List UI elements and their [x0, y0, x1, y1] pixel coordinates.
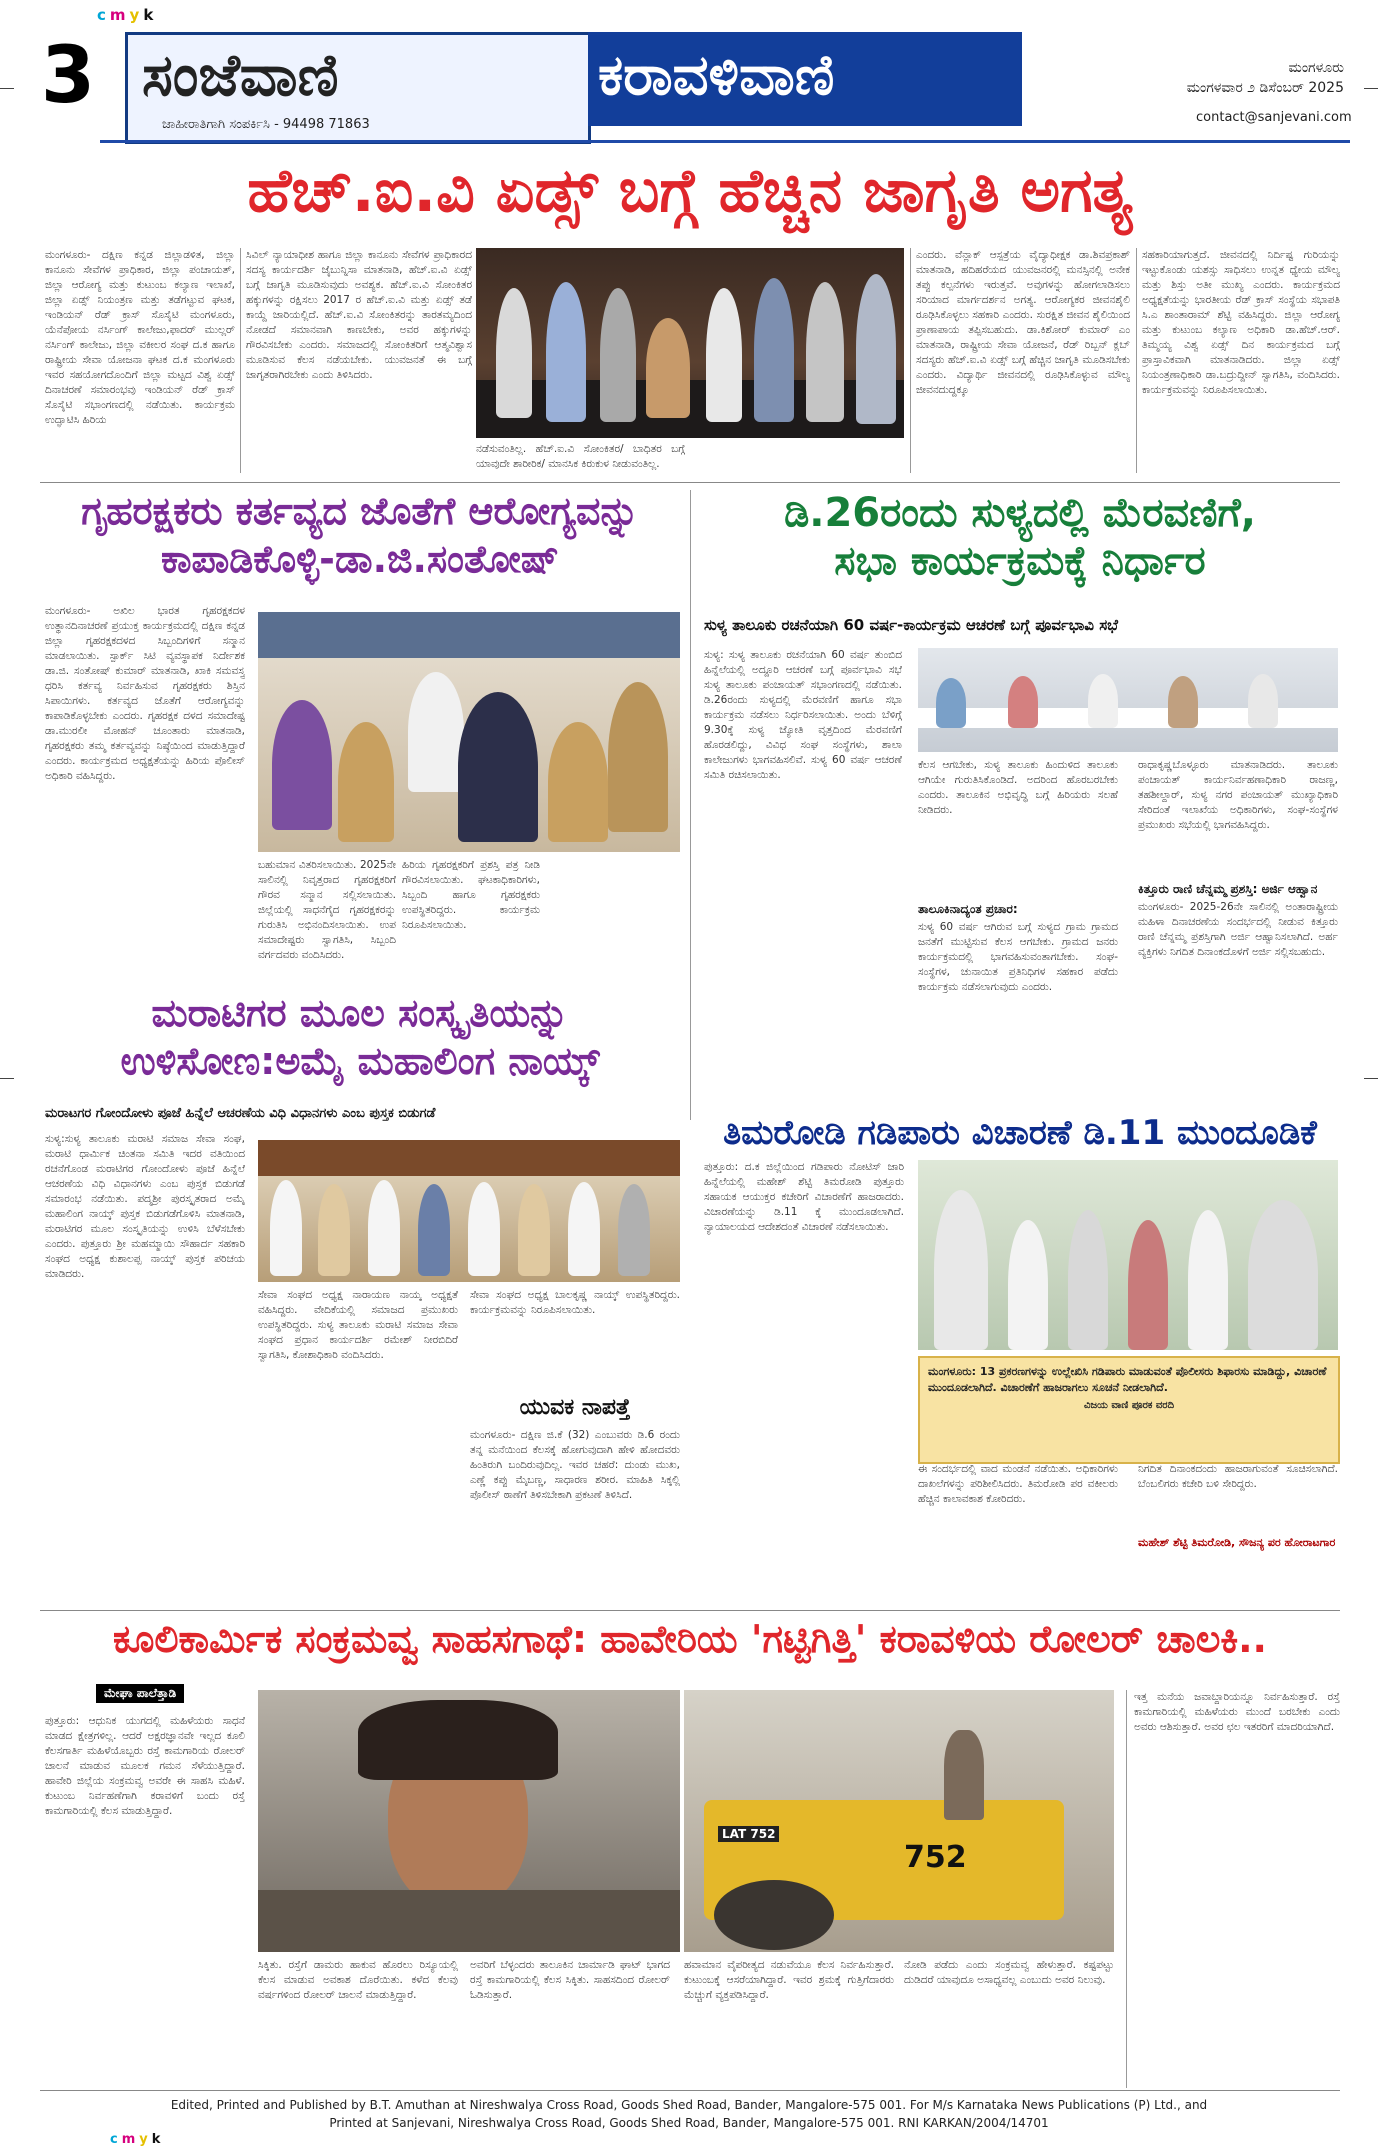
- story1-col2: ಸಿವಿಲ್ ನ್ಯಾಯಾಧೀಶ ಹಾಗೂ ಜಿಲ್ಲಾ ಕಾನೂನು ಸೇವೆಗಳ ಪ್ರಾಧಿಕಾರದ ಸದಸ್ಯ ಕಾರ್ಯದರ್ಶಿ ಜೈಬುನ್ನಿಸಾ ಮಾತನಾಡಿ, ಹೆಚ್.ಐ.ವಿ ಏಡ್ಸ್ ಬಗ್ಗೆ ಜಾಗೃತಿ ಮೂಡಿಸುವುದು ಅವಶ್ಯಕ. ಹೆಚ್.ಐ.ವಿ ಸೋಂಕಿತರ ಹಕ್ಕುಗಳನ್ನು ರಕ್ಷಿಸಲು 2017 ರ ಹೆಚ್.ಐ.ವಿ ಮತ್ತು ಏಡ್ಸ್ ತಡೆ ಕಾಯ್ದೆ ಜಾರಿಯಲ್ಲಿದೆ. ಹೆಚ್.ಐ.ವಿ ಸೋಂಕಿತರನ್ನು ತಾರತಮ್ಯದಿಂದ ನೋಡದೆ ಸಮಾನವಾಗಿ ಕಾಣಬೇಕು, ಅವರ ಹಕ್ಕುಗಳನ್ನು ಗೌರವಿಸಬೇಕು ಎಂದರು. ಸಮಾಜದಲ್ಲಿ ಸೋಂಕಿತರಿಗೆ ಆತ್ಮವಿಶ್ವಾಸ ಮೂಡಿಸುವ ಕೆಲಸ ನಡೆಯಬೇಕು. ಯುವಜನತೆ ಈ ಬಗ್ಗೆ ಜಾಗೃತರಾಗಿರಬೇಕು ಎಂದು ತಿಳಿಸಿದರು.: [246, 249, 472, 381]
- story6-col1: ಪುತ್ತೂರು: ದ.ಕ ಜಿಲ್ಲೆಯಿಂದ ಗಡಿಪಾರು ನೋಟಿಸ್ ಜಾರಿ ಹಿನ್ನೆಲೆಯಲ್ಲಿ ಮಹೇಶ್ ಶೆಟ್ಟಿ ತಿಮರೋಡಿ ಪುತ್ತೂರು ಸಹಾಯಕ ಆಯುಕ್ತರ ಕಚೇರಿಗೆ ವಿಚಾರಣೆಗೆ ಹಾಜರಾದರು. ವಿಚಾರಣೆಯನ್ನು ಡಿ.11 ಕ್ಕೆ ಮುಂದೂಡಲಾಗಿದೆ. ನ್ಯಾಯಾಲಯದ ಆದೇಶದಂತೆ ವಿಚಾರಣೆ ನಡೆಸಲಾಯಿತು.: [704, 1161, 904, 1233]
- section-rule: [40, 482, 1340, 483]
- story7-photo-portrait: [258, 1690, 680, 1952]
- photo-person: [618, 1184, 650, 1276]
- photo-foreground: [258, 1890, 680, 1952]
- photo-person: [608, 682, 668, 832]
- story7-col1: ಪುತ್ತೂರು: ಆಧುನಿಕ ಯುಗದಲ್ಲಿ ಮಹಿಳೆಯರು ಸಾಧನೆ ಮಾಡದ ಕ್ಷೇತ್ರಗಳಿಲ್ಲ. ಆದರೆ ಅಕ್ಷರಜ್ಞಾನವೇ ಇಲ್ಲದ ಕೂಲಿ ಕೆಲಸಗಾರ್ತಿ ಮಹಿಳೆಯೊಬ್ಬರು ರಸ್ತೆ ಕಾಮಗಾರಿಯ ರೋಲರ್ ಚಾಲನೆ ಮಾಡುವ ಮೂಲಕ ಗಮನ ಸೆಳೆಯುತ್ತಿದ್ದಾರೆ. ಹಾವೇರಿ ಜಿಲ್ಲೆಯ ಸಂಕ್ರಮವ್ವ ಅವರೇ ಈ ಸಾಹಸಿ ಮಹಿಳೆ. ಕುಟುಂಬ ನಿರ್ವಹಣೆಗಾಗಿ ಕರಾವಳಿಗೆ ಬಂದು ರಸ್ತೆ ಕಾಮಗಾರಿಯಲ್ಲಿ ಕೆಲಸ ಮಾಡುತ್ತಿದ್ದಾರೆ.: [45, 1715, 245, 1817]
- cmyk-k: k: [151, 2132, 163, 2147]
- photo-person: [418, 1184, 450, 1276]
- story6-photo: [918, 1160, 1338, 1350]
- logo-text: ಸಂಜೆವಾಣಿ: [142, 41, 339, 109]
- cmyk-c: c: [110, 2132, 120, 2147]
- masthead-logo-right: [598, 42, 834, 109]
- story1-col3: ಎಂದರು. ವೆನ್ಲಾಕ್ ಆಸ್ಪತ್ರೆಯ ವೈದ್ಯಾಧೀಕ್ಷಕ ಡಾ.ಶಿವಪ್ರಕಾಶ್ ಮಾತನಾಡಿ, ಹದಿಹರೆಯದ ಯುವಜನರಲ್ಲಿ ಮನಸ್ಸಿನಲ್ಲಿ ಅನೇಕ ತಪ್ಪು ಕಲ್ಪನೆಗಳು ಇರುತ್ತವೆ. ಅವುಗಳನ್ನು ಹೋಗಲಾಡಿಸಲು ಸರಿಯಾದ ಮಾರ್ಗದರ್ಶನ ಅಗತ್ಯ. ಆರೋಗ್ಯಕರ ಜೀವನಶೈಲಿ ರೂಢಿಸಿಕೊಳ್ಳಲು ಸಹಕಾರಿ ಎಂದರು. ಸುರಕ್ಷಿತ ಜೀವನ ಶೈಲಿಯಿಂದ ಪ್ರಾಣಾಪಾಯ ತಪ್ಪಿಸಬಹುದು. ಡಾ.ಕಿಶೋರ್ ಕುಮಾರ್ ಎಂ ಮಾತನಾಡಿ, ರಾಷ್ಟ್ರೀಯ ಸೇವಾ ಯೋಜನೆ, ರೆಡ್ ರಿಬ್ಬನ್ ಕ್ಲಬ್ ಸದಸ್ಯರು ಹೆಚ್.ಐ.ವಿ ಏಡ್ಸ್ ಬಗ್ಗೆ ಹೆಚ್ಚಿನ ಜಾಗೃತಿ ಮೂಡಿಸಬೇಕು ಎಂದರು. ವಿದ್ಯಾರ್ಥಿ ಜೀವನದಲ್ಲಿ ರೂಢಿಸಿಕೊಳ್ಳುವ ಮೌಲ್ಯ ಜೀವನದುದ್ದಕ್ಕೂ: [916, 249, 1130, 396]
- story3-photo: [918, 648, 1338, 752]
- photo-person: [754, 278, 794, 422]
- story2-col2: ಬಹುಮಾನ ವಿತರಿಸಲಾಯಿತು. 2025ನೇ ಸಾಲಿನಲ್ಲಿ ನಿವೃತ್ತರಾದ ಗೃಹರಕ್ಷಕರಿಗೆ ಗೌರವ ಸನ್ಮಾನ ಸಲ್ಲಿಸಲಾಯಿತು. ಜಿಲ್ಲೆಯಲ್ಲಿ ಸಾಧನೆಗೈದ ಗೃಹರಕ್ಷಕರನ್ನು ಗುರುತಿಸಿ ಅಭಿನಂದಿಸಲಾಯಿತು. ಉಪ ಸಮಾದೇಷ್ಟರು ಸ್ವಾಗತಿಸಿ, ಸಿಬ್ಬಂದಿ ವರ್ಗದವರು ವಂದಿಸಿದರು.: [258, 859, 396, 961]
- roller-driver: [944, 1730, 984, 1820]
- story6-callout: [918, 1356, 1340, 1464]
- photo-person: [1248, 1200, 1318, 1350]
- story4-col3: ಸೇವಾ ಸಂಘದ ಅಧ್ಯಕ್ಷ ಬಾಲಕೃಷ್ಣ ನಾಯ್ಕ್ ಉಪಸ್ಥಿತರಿದ್ದರು. ಕಾರ್ಯಕ್ರಮವನ್ನು ನಿರೂಪಿಸಲಾಯಿತು.: [470, 1289, 680, 1316]
- crop-mark: [0, 1078, 14, 1079]
- story4-strip: ಮರಾಟಗರ ಗೋಂದೋಳು ಪೂಜೆ ಹಿನ್ನೆಲೆ ಆಚರಣೆಯ ವಿಧಿ ವಿಧಾನಗಳು ಎಂಬ ಪುಸ್ತಕ ಬಿಡುಗಡೆ: [45, 1106, 436, 1121]
- page-number: 3: [40, 31, 96, 121]
- photo-person: [272, 700, 332, 830]
- cmyk-k: k: [143, 6, 156, 24]
- contact-email[interactable]: contact@sanjevani.com: [1196, 110, 1352, 125]
- story2-headline-line1: ಗೃಹರಕ್ಷಕರು ಕರ್ತವ್ಯದ ಜೊತೆಗೆ ಆರೋಗ್ಯವನ್ನು: [81, 489, 639, 533]
- masthead-sanjevani: [125, 32, 591, 144]
- photo-person: [806, 282, 844, 422]
- story1-col4: ಸಹಕಾರಿಯಾಗುತ್ತದೆ. ಜೀವನದಲ್ಲಿ ನಿರ್ದಿಷ್ಟ ಗುರಿಯನ್ನು ಇಟ್ಟುಕೊಂಡು ಯಶಸ್ಸು ಸಾಧಿಸಲು ಉನ್ನತ ಧ್ಯೇಯ ಮೌಲ್ಯ ಮತ್ತು ಶಿಸ್ತು ಅತೀ ಮುಖ್ಯ ಎಂದರು. ಕಾರ್ಯಕ್ರಮದ ಅಧ್ಯಕ್ಷತೆಯನ್ನು ಭಾರತೀಯ ರೆಡ್ ಕ್ರಾಸ್ ಸಂಸ್ಥೆಯ ಸಭಾಪತಿ ಸಿ.ಎ ಶಾಂತಾರಾಮ್ ಶೆಟ್ಟಿ ವಹಿಸಿದ್ದರು. ಜಿಲ್ಲಾ ಆರೋಗ್ಯ ಮತ್ತು ಕುಟುಂಬ ಕಲ್ಯಾಣ ಅಧಿಕಾರಿ ಡಾ.ಹೆಚ್.ಆರ್. ತಿಮ್ಮಯ್ಯ ವಿಶ್ವ ಏಡ್ಸ್ ದಿನ ಕಾರ್ಯಕ್ರಮದ ಬಗ್ಗೆ ಪ್ರಾಸ್ತಾವಿಕವಾಗಿ ಮಾತನಾಡಿದರು. ಜಿಲ್ಲಾ ಏಡ್ಸ್ ನಿಯಂತ್ರಣಾಧಿಕಾರಿ ಡಾ.ಬದ್ರುದ್ದೀನ್ ಸ್ವಾಗತಿಸಿ, ವಂದಿಸಿದರು. ಕಾರ್ಯಕ್ರಮವನ್ನು ನಿರೂಪಿಸಲಾಯಿತು.: [1142, 249, 1340, 396]
- photo-person: [368, 1180, 400, 1276]
- column-rule: [1126, 1690, 1127, 2088]
- photo-banner: [258, 612, 680, 658]
- photo-backdrop: [258, 1140, 680, 1176]
- photo-person: [936, 678, 966, 728]
- story1-caption: ನಡೆಸುವಂತಿಲ್ಲ. ಹೆಚ್.ಐ.ವಿ ಸೋಂಕಿತರ/ ಬಾಧಿತರ ಬಗ್ಗೆ ಯಾವುದೇ ಶಾರೀರಿಕ/ ಮಾನಸಿಕ ಕಿರುಕುಳ ನೀಡುವಂತಿಲ್ಲ.: [476, 443, 685, 470]
- footer-rule: [40, 2090, 1340, 2091]
- story2-col1: ಮಂಗಳೂರು- ಅಖಿಲ ಭಾರತ ಗೃಹರಕ್ಷಕದಳ ಉತ್ಥಾನದಿನಾಚರಣೆ ಪ್ರಯುಕ್ತ ಕಾರ್ಯಕ್ರಮದಲ್ಲಿ ದಕ್ಷಿಣ ಕನ್ನಡ ಜಿಲ್ಲಾ ಗೃಹರಕ್ಷಕದಳದ ಸಿಬ್ಬಂದಿಗಳಿಗೆ ಸನ್ಮಾನ ಮಾಡಲಾಯಿತು. ಸ್ಪಾರ್ಕ್ ಸಿಟಿ ವ್ಯವಸ್ಥಾಪಕ ನಿರ್ದೇಶಕ ಡಾ.ಜಿ. ಸಂತೋಷ್ ಕುಮಾರ್ ಮಾತನಾಡಿ, ಖಾಕಿ ಸಮವಸ್ತ್ರ ಧರಿಸಿ ಕರ್ತವ್ಯ ನಿರ್ವಹಿಸುವ ಗೃಹರಕ್ಷಕರು ಶಿಸ್ತಿನ ಸಿಪಾಯಿಗಳು. ಕರ್ತವ್ಯದ ಜೊತೆಗೆ ಆರೋಗ್ಯವನ್ನು ಕಾಪಾಡಿಕೊಳ್ಳಬೇಕು ಎಂದರು. ಗೃಹರಕ್ಷಕ ದಳದ ಸಮಾದೇಷ್ಟ ಡಾ.ಮುರಲೀ ಮೋಹನ್ ಚೂಂತಾರು ಮಾತನಾಡಿ, ಗೃಹರಕ್ಷಕರು ತಮ್ಮ ಕರ್ತವ್ಯವನ್ನು ನಿಷ್ಠೆಯಿಂದ ಮಾಡುತ್ತಿದ್ದಾರೆ ಎಂದರು. ಕಾರ್ಯಕ್ರಮದ ಅಧ್ಯಕ್ಷತೆಯನ್ನು ಹಿರಿಯ ಪೊಲೀಸ್ ಅಧಿಕಾರಿ ವಹಿಸಿದ್ದರು.: [45, 605, 245, 782]
- story3-headline-line1: ಡಿ.26ರಂದು ಸುಳ್ಯದಲ್ಲಿ ಮೆರವಣಿಗೆ,: [784, 490, 1256, 536]
- column-rule: [240, 248, 241, 473]
- photo-person: [1068, 1210, 1108, 1350]
- story4-col2: ಸೇವಾ ಸಂಘದ ಅಧ್ಯಕ್ಷ ನಾರಾಯಣ ನಾಯ್ಕ ಅಧ್ಯಕ್ಷತೆ ವಹಿಸಿದ್ದರು. ವೇದಿಕೆಯಲ್ಲಿ ಸಮಾಜದ ಪ್ರಮುಖರು ಉಪಸ್ಥಿತರಿದ್ದರು. ಸುಳ್ಯ ತಾಲೂಕು ಮರಾಟಿ ಸಮಾಜ ಸೇವಾ ಸಂಘದ ಪ್ರಧಾನ ಕಾರ್ಯದರ್ಶಿ ರಮೇಶ್ ನೀರಬಿದಿರೆ ಸ್ವಾಗತಿಸಿ, ಕೋಶಾಧಿಕಾರಿ ವಂದಿಸಿದರು.: [258, 1289, 458, 1361]
- story1-photo: [476, 248, 904, 438]
- story3-col3: ರಾಧಾಕೃಷ್ಣಬೊಳ್ಳೂರು ಮಾತನಾಡಿದರು. ತಾಲೂಕು ಪಂಚಾಯತ್ ಕಾರ್ಯನಿರ್ವಹಣಾಧಿಕಾರಿ ರಾಜಣ್ಣ, ತಹಶೀಲ್ದಾರ್, ಸುಳ್ಯ ನಗರ ಪಂಚಾಯತ್ ಮುಖ್ಯಾಧಿಕಾರಿ ಸೇರಿದಂತೆ ಇಲಾಖೆಯ ಅಧಿಕಾರಿಗಳು, ಸಂಘ-ಸಂಸ್ಥೆಗಳ ಪ್ರಮುಖರು ಸಭೆಯಲ್ಲಿ ಭಾಗವಹಿಸಿದ್ದರು.: [1138, 759, 1338, 831]
- photo-person: [548, 722, 608, 842]
- masthead-rule: [100, 140, 1350, 143]
- story3-col1: ಸುಳ್ಯ: ಸುಳ್ಯ ತಾಲೂಕು ರಚನೆಯಾಗಿ 60 ವರ್ಷ ತುಂಬಿದ ಹಿನ್ನೆಲೆಯಲ್ಲಿ ಅದ್ದೂರಿ ಆಚರಣೆ ಬಗ್ಗೆ ಪೂರ್ವಭಾವಿ ಸಭೆ ಸುಳ್ಯ ತಾಲೂಕು ಪಂಚಾಯತ್ ಸಭಾಂಗಣದಲ್ಲಿ ನಡೆಯಿತು. ಡಿ.26ರಂದು ಸುಳ್ಯದಲ್ಲಿ ಮೆರವಣಿಗೆ ಹಾಗೂ ಸಭಾ ಕಾರ್ಯಕ್ರಮ ನಡೆಸಲು ನಿರ್ಧರಿಸಲಾಯಿತು. ಅಂದು ಬೆಳಿಗ್ಗೆ 9.30ಕ್ಕೆ ಸುಳ್ಯ ಜ್ಯೋತಿ ವೃತ್ತದಿಂದ ಮೆರವಣಿಗೆ ಹೊರಡಲಿದ್ದು, ವಿವಿಧ ಸಂಘ ಸಂಸ್ಥೆಗಳು, ಶಾಲಾ ಕಾಲೇಜುಗಳು ಭಾಗವಹಿಸಲಿವೆ. ಸುಳ್ಯ 60 ವರ್ಷ ಆಚರಣೆ ಸಮಿತಿ ರಚಿಸಲಾಯಿತು.: [704, 649, 902, 781]
- callout-note: ವಿಜಯ ವಾಣಿ ಪೂರಕ ವರದಿ: [1083, 1400, 1175, 1411]
- story7-col3: ಅವರಿಗೆ ಬೆಳ್ಳಂದರು ತಾಲೂಕಿನ ಚಾರ್ಮಾಡಿ ಘಾಟ್ ಭಾಗದ ರಸ್ತೆ ಕಾಮಗಾರಿಯಲ್ಲಿ ಕೆಲಸ ಸಿಕ್ಕಿತು. ಸಾಹಸದಿಂದ ರೋಲರ್ ಓಡಿಸುತ್ತಾರೆ.: [470, 1959, 670, 2001]
- photo-person: [518, 1184, 550, 1276]
- photo-person: [1008, 676, 1038, 728]
- logo-text-right: ಕರಾವಳಿವಾಣಿ: [598, 42, 835, 108]
- photo-person: [318, 1184, 350, 1276]
- story6-col3: ನಿಗದಿತ ದಿನಾಂಕದಂದು ಹಾಜರಾಗುವಂತೆ ಸೂಚಿಸಲಾಗಿದೆ. ಬೆಂಬಲಿಗರು ಕಚೇರಿ ಬಳಿ ಸೇರಿದ್ದರು.: [1138, 1463, 1338, 1490]
- story7-col4: ಹವಾಮಾನ ವೈಪರೀತ್ಯದ ನಡುವೆಯೂ ಕೆಲಸ ನಿರ್ವಹಿಸುತ್ತಾರೆ. ಕುಟುಂಬಕ್ಕೆ ಆಸರೆಯಾಗಿದ್ದಾರೆ. ಇವರ ಶ್ರಮಕ್ಕೆ ಗುತ್ತಿಗೆದಾರರು ಮೆಚ್ಚುಗೆ ವ್ಯಕ್ತಪಡಿಸಿದ್ದಾರೆ.: [684, 1959, 894, 2001]
- photo-person: [1168, 676, 1198, 728]
- photo-person: [856, 274, 896, 424]
- dateline: [1150, 58, 1360, 98]
- story2-headline-line2: ಕಾಪಾಡಿಕೊಳ್ಳಿ-ಡಾ.ಜಿ.ಸಂತೋಷ್: [160, 537, 559, 581]
- story7-photo-roller: [684, 1690, 1114, 1952]
- photo-person: [600, 288, 636, 422]
- issue-date: ಮಂಗಳವಾರ ೨ ಡಿಸೆಂಬರ್ 2025: [1186, 80, 1344, 96]
- story1-col1: ಮಂಗಳೂರು- ದಕ್ಷಿಣ ಕನ್ನಡ ಜಿಲ್ಲಾಡಳಿತ, ಜಿಲ್ಲಾ ಕಾನೂನು ಸೇವೆಗಳ ಪ್ರಾಧಿಕಾರ, ಜಿಲ್ಲಾ ಪಂಚಾಯತ್, ಜಿಲ್ಲಾ ಆರೋಗ್ಯ ಮತ್ತು ಕುಟುಂಬ ಕಲ್ಯಾಣ ಇಲಾಖೆ, ಜಿಲ್ಲಾ ಏಡ್ಸ್ ನಿಯಂತ್ರಣ ಮತ್ತು ತಡೆಗಟ್ಟುವ ಘಟಕ, ಇಂಡಿಯನ್ ರೆಡ್ ಕ್ರಾಸ್ ಸೊಸೈಟಿ ಮಂಗಳೂರು, ಯೆನೆಪೋಯ ನರ್ಸಿಂಗ್ ಕಾಲೇಜು,ಫಾದರ್ ಮುಲ್ಲರ್ ನರ್ಸಿಂಗ್ ಕಾಲೇಜು, ಜಿಲ್ಲಾ ವಕೀಲರ ಸಂಘ ದ.ಕ ಹಾಗೂ ರಾಷ್ಟ್ರೀಯ ಸೇವಾ ಯೋಜನಾ ಘಟಕ ದ.ಕ ಮಂಗಳೂರು ಇವರ ಸಹಯೋಗದೊಂದಿಗೆ ಜಿಲ್ಲಾ ಮಟ್ಟದ ವಿಶ್ವ ಏಡ್ಸ್ ದಿನಾಚರಣೆ ಸಮಾರಂಭವು ಇಂಡಿಯನ್ ರೆಡ್ ಕ್ರಾಸ್ ಸೊಸೈಟಿ ಸಭಾಂಗಣದಲ್ಲಿ ನಡೆಯಿತು. ಕಾರ್ಯಕ್ರಮ ಉದ್ಘಾಟಿಸಿ ಹಿರಿಯ: [45, 249, 235, 426]
- story7-col6: ಇತ್ತ ಮನೆಯ ಜವಾಬ್ದಾರಿಯನ್ನೂ ನಿರ್ವಹಿಸುತ್ತಾರೆ. ರಸ್ತೆ ಕಾಮಗಾರಿಯಲ್ಲಿ ಮಹಿಳೆಯರು ಮುಂದೆ ಬರಬೇಕು ಎಂದು ಅವರು ಆಶಿಸುತ್ತಾರೆ. ಅವರ ಛಲ ಇತರರಿಗೆ ಮಾದರಿಯಾಗಿದೆ.: [1134, 1691, 1340, 1733]
- story2-col3: ಹಿರಿಯ ಗೃಹರಕ್ಷಕರಿಗೆ ಪ್ರಶಸ್ತಿ ಪತ್ರ ನೀಡಿ ಗೌರವಿಸಲಾಯಿತು. ಘಟಕಾಧಿಕಾರಿಗಳು, ಸಿಬ್ಬಂದಿ ಹಾಗೂ ಗೃಹರಕ್ಷಕರು ಉಪಸ್ಥಿತರಿದ್ದರು. ಕಾರ್ಯಕ್ರಮ ನಿರೂಪಿಸಲಾಯಿತು.: [402, 859, 540, 931]
- photo-person: [568, 1182, 600, 1276]
- roller-plate: LAT 752: [718, 1826, 779, 1842]
- story1-headline: ಹೆಚ್.ಐ.ವಿ ಏಡ್ಸ್ ಬಗ್ಗೆ ಹೆಚ್ಚಿನ ಜಾಗೃತಿ ಅಗತ್ಯ: [247, 156, 1133, 226]
- photo-person: [1248, 674, 1278, 728]
- photo-person: [934, 1190, 988, 1350]
- story3-strip: ಸುಳ್ಯ ತಾಲೂಕು ರಚನೆಯಾಗಿ 60 ವರ್ಷ-ಕಾರ್ಯಕ್ರಮ ಆಚರಣೆ ಬಗ್ಗೆ ಪೂರ್ವಭಾವಿ ಸಭೆ: [704, 616, 1118, 634]
- story3-col3b: ಮಂಗಳೂರು- 2025-26ನೇ ಸಾಲಿನಲ್ಲಿ ಅಂತಾರಾಷ್ಟ್ರೀಯ ಮಹಿಳಾ ದಿನಾಚರಣೆಯ ಸಂದರ್ಭದಲ್ಲಿ ನೀಡುವ ಕಿತ್ತೂರು ರಾಣಿ ಚೆನ್ನಮ್ಮ ಪ್ರಶಸ್ತಿಗಾಗಿ ಅರ್ಜಿ ಆಹ್ವಾನಿಸಲಾಗಿದೆ. ಅರ್ಹ ವ್ಯಕ್ತಿಗಳು ನಿಗದಿತ ದಿನಾಂಕದೊಳಗೆ ಅರ್ಜಿ ಸಲ್ಲಿಸಬಹುದು.: [1138, 901, 1338, 958]
- story3-col2: ಕೆಲಸ ಆಗಬೇಕು, ಸುಳ್ಯ ತಾಲೂಕು ಹಿಂದುಳಿದ ತಾಲೂಕು ಆಗಿಯೇ ಗುರುತಿಸಿಕೊಂಡಿದೆ. ಅದರಿಂದ ಹೊರಬರಬೇಕು ಎಂದರು. ತಾಲೂಕಿನ ಅಭಿವೃದ್ಧಿ ಬಗ್ಗೆ ಹಿರಿಯರು ಸಲಹೆ ನೀಡಿದರು.: [918, 759, 1118, 816]
- column-rule: [910, 248, 911, 473]
- crop-mark: [1364, 88, 1378, 89]
- cmyk-c: c: [97, 6, 108, 24]
- cmyk-y: y: [139, 2132, 150, 2147]
- story4-headline-line1: ಮರಾಟಿಗರ ಮೂಲ ಸಂಸ್ಕೃತಿಯನ್ನು: [151, 991, 569, 1035]
- cmyk-y: y: [129, 6, 142, 24]
- photo-person: [408, 672, 464, 792]
- cmyk-m: m: [121, 2132, 138, 2147]
- cmyk-marks-top: [97, 6, 157, 24]
- story3-subhead: ತಾಲೂಕಿನಾದ್ಯಂತ ಪ್ರಚಾರ:: [918, 902, 1018, 916]
- roller-number: 752: [904, 1840, 967, 1875]
- photo-person: [1128, 1220, 1168, 1350]
- story4-col1: ಸುಳ್ಯ:ಸುಳ್ಯ ತಾಲೂಕು ಮರಾಟಿ ಸಮಾಜ ಸೇವಾ ಸಂಘ, ಮರಾಟಿ ಧಾರ್ಮಿಕ ಚಿಂತನಾ ಸಮಿತಿ ಇದರ ವತಿಯಿಂದ ರಚನೆಗೊಂಡ ಮರಾಟಿಗರ ಗೋಂದೋಳು ಪೂಜೆ ಹಿನ್ನೆಲೆ ಆಚರಣೆಯ ವಿಧಿ ವಿಧಾನಗಳು ಎಂಬ ಪುಸ್ತಕ ಬಿಡುಗಡೆ ಸಮಾರಂಭ ನಡೆಯಿತು. ಪದ್ಮಶ್ರೀ ಪುರಸ್ಕೃತರಾದ ಅಮೈ ಮಹಾಲಿಂಗ ನಾಯ್ಕ್ ಪುಸ್ತಕ ಬಿಡುಗಡೆಗೊಳಿಸಿ ಮಾತನಾಡಿ, ಮರಾಟಿಗರ ಮೂಲ ಸಂಸ್ಕೃತಿಯನ್ನು ಉಳಿಸಿ ಬೆಳೆಸಬೇಕು ಎಂದರು. ಪುತ್ತೂರು ಶ್ರೀ ಮಹಮ್ಮಾಯಿ ಸೌಹಾರ್ದ ಸಹಕಾರಿ ಸಂಘದ ಅಧ್ಯಕ್ಷ ಕುಶಾಲಪ್ಪ ನಾಯ್ಕ್ ಪುಸ್ತಕ ಪರಿಚಯ ಮಾಡಿದರು.: [45, 1133, 245, 1280]
- roller-drum: [714, 1880, 834, 1950]
- section-rule: [40, 1610, 1340, 1611]
- callout-text: ಮಂಗಳೂರು: 13 ಪ್ರಕರಣಗಳನ್ನು ಉಲ್ಲೇಖಿಸಿ ಗಡಿಪಾರು ಮಾಡುವಂತೆ ಪೊಲೀಸರು ಶಿಫಾರಸು ಮಾಡಿದ್ದು, ವಿಚಾರಣೆ ಮುಂದೂಡಲಾಗಿದೆ. ವಿಚಾರಣೆಗೆ ಹಾಜರಾಗಲು ಸೂಚನೆ ನೀಡಲಾಗಿದೆ.: [928, 1365, 1327, 1394]
- photo-person: [270, 1180, 302, 1276]
- edition-name: ಮಂಗಳೂರು: [1288, 60, 1344, 76]
- story6-headline: ತಿಮರೋಡಿ ಗಡಿಪಾರು ವಿಚಾರಣೆ ಡಿ.11 ಮುಂದೂಡಿಕೆ: [723, 1113, 1317, 1153]
- photo-person: [646, 318, 690, 418]
- cmyk-marks-bottom: [110, 2132, 164, 2147]
- photo-person: [468, 1182, 500, 1276]
- masthead-logo: [142, 41, 339, 110]
- crop-mark: [1364, 1078, 1378, 1079]
- crop-mark: [0, 88, 14, 89]
- photo-person: [706, 288, 742, 422]
- masthead-karavalivani: [588, 32, 1022, 126]
- story4-headline-line2: ಉಳಿಸೋಣ:ಅಮೈ ಮಹಾಲಿಂಗ ನಾಯ್ಕ್: [120, 1039, 600, 1083]
- photo-person: [1088, 674, 1118, 728]
- advert-contact: ಜಾಹೀರಾತಿಗಾಗಿ ಸಂಪರ್ಕಿಸಿ - 94498 71863: [162, 117, 370, 132]
- story7-col2: ಸಿಕ್ಕಿತು. ರಸ್ತೆಗೆ ಡಾಮರು ಹಾಕುವ ಹೊರಲು ರಿಸ್ಯೂಯಲ್ಲಿ ಕೆಲಸ ಮಾಡುವ ಅವಕಾಶ ದೊರೆಯಿತು. ಕಳೆದ ಕೆಲವು ವರ್ಷಗಳಿಂದ ರೋಲರ್ ಚಾಲನೆ ಮಾಡುತ್ತಿದ್ದಾರೆ.: [258, 1959, 458, 2001]
- photo-person: [496, 288, 532, 418]
- story4-photo: [258, 1140, 680, 1282]
- story5-body: ಮಂಗಳೂರು- ದಕ್ಷಿಣ ಜಿ.ಕೆ (32) ಎಂಬುವರು ಡಿ.6 ರಂದು ತನ್ನ ಮನೆಯಿಂದ ಕೆಲಸಕ್ಕೆ ಹೋಗುವುದಾಗಿ ಹೇಳಿ ಹೋದವರು ಹಿಂತಿರುಗಿ ಬಂದಿರುವುದಿಲ್ಲ. ಇವರ ಚಹರೆ: ದುಂಡು ಮುಖ, ಎಣ್ಣೆ ಕಪ್ಪು ಮೈಬಣ್ಣ, ಸಾಧಾರಣ ಶರೀರ. ಮಾಹಿತಿ ಸಿಕ್ಕಲ್ಲಿ ಪೊಲೀಸ್ ಠಾಣೆಗೆ ತಿಳಿಸಬೇಕಾಗಿ ಪ್ರಕಟಣೆ ತಿಳಿಸಿದೆ.: [470, 1429, 680, 1501]
- column-rule: [690, 490, 691, 1120]
- story2-photo: [258, 612, 680, 852]
- story6-quote: ಮಹೇಶ್ ಶೆಟ್ಟಿ ತಿಮರೋಡಿ, ಸೌಜನ್ಯ ಪರ ಹೋರಾಟಗಾರ: [1138, 1536, 1336, 1549]
- photo-hair: [358, 1700, 558, 1780]
- story6-col2: ಈ ಸಂದರ್ಭದಲ್ಲಿ ವಾದ ಮಂಡನೆ ನಡೆಯಿತು. ಅಧಿಕಾರಿಗಳು ದಾಖಲೆಗಳನ್ನು ಪರಿಶೀಲಿಸಿದರು. ತಿಮರೋಡಿ ಪರ ವಕೀಲರು ಹೆಚ್ಚಿನ ಕಾಲಾವಕಾಶ ಕೋರಿದರು.: [918, 1463, 1118, 1505]
- imprint-line1: Edited, Printed and Published by B.T. Amuthan at Nireshwalya Cross Road, Goods Shed Road, Bander, Mangalore-575 001. For M/s Karnataka News Publications (P) Ltd., and: [170, 2098, 1208, 2112]
- story3-col2b: ಸುಳ್ಯ 60 ವರ್ಷ ಆಗಿರುವ ಬಗ್ಗೆ ಸುಳ್ಯದ ಗ್ರಾಮ ಗ್ರಾಮದ ಜನತೆಗೆ ಮುಟ್ಟಿಸುವ ಕೆಲಸ ಆಗಬೇಕು. ಗ್ರಾಮದ ಜನರು ಕಾರ್ಯಕ್ರಮದಲ್ಲಿ ಭಾಗವಹಿಸುವಂತಾಗಬೇಕು. ಸಂಘ-ಸಂಸ್ಥೆಗಳ, ಚುನಾಯಿತ ಪ್ರತಿನಿಧಿಗಳ ಸಹಕಾರ ಪಡೆದು ಕಾರ್ಯಕ್ರಮ ನಡೆಸಲಾಗುವುದು ಎಂದರು.: [918, 921, 1118, 993]
- story7-col5: ನೋಡಿ ಪಡೆದು ಎಂದು ಸಂಕ್ರಮವ್ವ ಹೇಳುತ್ತಾರೆ. ಕಷ್ಟಪಟ್ಟು ದುಡಿದರೆ ಯಾವುದೂ ಅಸಾಧ್ಯವಲ್ಲ ಎಂಬುದು ಅವರ ನಿಲುವು.: [904, 1959, 1114, 1986]
- photo-person: [1008, 1220, 1048, 1350]
- story5-headline: ಯುವಕ ನಾಪತ್ತೆ: [519, 1395, 631, 1420]
- story3-headline-line2: ಸಭಾ ಕಾರ್ಯಕ್ರಮಕ್ಕೆ ನಿರ್ಧಾರ: [834, 538, 1206, 584]
- column-rule: [1136, 248, 1137, 473]
- photo-person: [546, 282, 586, 422]
- photo-person: [1188, 1210, 1228, 1350]
- story7-byline: ಮೇಘಾ ಪಾಲೆತ್ತಾಡಿ: [96, 1684, 184, 1703]
- photo-person: [458, 692, 538, 842]
- cmyk-m: m: [109, 6, 128, 24]
- imprint-line2: Printed at Sanjevani, Nireshwalya Cross Road, Goods Shed Road, Bander, Mangalore-575 001. RNI KARKAN/2004/14701: [329, 2116, 1049, 2130]
- story3-subhead2: ಕಿತ್ತೂರು ರಾಣಿ ಚೆನ್ನಮ್ಮ ಪ್ರಶಸ್ತಿ: ಅರ್ಜಿ ಆಹ್ವಾನ: [1138, 882, 1318, 896]
- photo-person: [338, 722, 394, 842]
- story7-headline: ಕೂಲಿಕಾರ್ಮಿಕ ಸಂಕ್ರಮವ್ವ ಸಾಹಸಗಾಥೆ: ಹಾವೇರಿಯ 'ಗಟ್ಟಿಗಿತ್ತಿ' ಕರಾವಳಿಯ ರೋಲರ್ ಚಾಲಕಿ..: [113, 1617, 1267, 1661]
